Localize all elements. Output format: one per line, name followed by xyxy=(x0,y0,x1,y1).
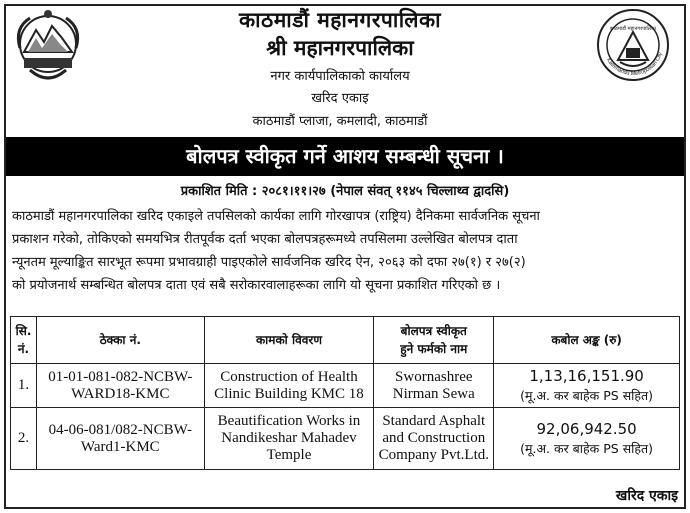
table-row xyxy=(11,364,680,408)
row-description: Construction of Health Clinic Building KMC 18 xyxy=(204,364,374,408)
office-address: काठमाडौं प्लाजा, कमलादी, काठमाडौं xyxy=(252,114,428,129)
col-amount: कबोल अङ्क (रु) xyxy=(494,317,680,364)
row-contract-no: 01-01-081-082-NCBW- WARD18-KMC xyxy=(36,364,204,408)
row-amount: 1,13,16,151.90 (मू.अ. कर बाहेक PS सहित) xyxy=(494,364,680,408)
body-line: न्यूनतम मूल्याङ्कित सारभूत रूपमा प्रभावग्राही पाइएकोले सार्वजनिक खरिद ऐन, २०६३ को दफा २७(१) र २७(२) xyxy=(12,255,526,270)
office-name: नगर कार्यपालिकाको कार्यालय xyxy=(270,69,410,84)
nepal-emblem-logo xyxy=(10,8,86,88)
org-name-script: श्री महानगरपालिका xyxy=(266,35,414,60)
seal-ring-text: Kathmandu Metropolitan City xyxy=(604,51,664,78)
notice-body xyxy=(12,205,676,297)
body-line: काठमाडौं महानगरपालिका खरिद एकाइले तपसिलको कार्यका लागि गोरखापत्र (राष्ट्रिय) दैनिकमा सार्वजनिक सूचना xyxy=(12,209,540,224)
body-line: प्रकाशन गरेको, तोकिएको समयभित्र रीतपूर्वक दर्ता भएका बोलपत्रहरूमध्ये तपसिलमा उल्लेखित बोलपत्र दाता xyxy=(12,232,518,247)
row-bidder: Standard Asphalt and Construction Company Pvt.Ltd. xyxy=(374,408,494,470)
table-header-row xyxy=(11,317,680,364)
row-sn: 2. xyxy=(11,408,37,470)
kmc-seal-logo xyxy=(596,8,670,82)
body-line: को प्रयोजनार्थ सम्बन्धित बोलपत्र दाता एवं सबै सरोकारवालाहरूका लागि यो सूचना प्रकाशित गरिएको छ । xyxy=(12,278,501,293)
table-row xyxy=(11,408,680,470)
row-bidder: Swornashree Nirman Sewa xyxy=(374,364,494,408)
row-amount: 92,06,942.50 (मू.अ. कर बाहेक PS सहित) xyxy=(494,408,680,470)
col-description: कामको विवरण xyxy=(204,317,374,364)
col-sn: सि. नं. xyxy=(11,317,37,364)
row-description: Beautification Works in Nandikeshar Mahadev Temple xyxy=(204,408,374,470)
col-contract-no: ठेक्का नं. xyxy=(36,317,204,364)
notice-title: बोलपत्र स्वीकृत गर्ने आशय सम्बन्धी सूचना । xyxy=(6,137,684,176)
col-bidder: बोलपत्र स्वीकृत हुने फर्मको नाम xyxy=(374,317,494,364)
row-sn: 1. xyxy=(11,364,37,408)
signature-unit: खरिद एकाइ xyxy=(615,488,678,504)
org-name: काठमाडौं महानगरपालिका xyxy=(238,8,442,32)
awards-table xyxy=(10,316,680,470)
unit-name: खरिद एकाइ xyxy=(311,91,369,106)
seal-top-text: काठमाडौं महानगरपालिका xyxy=(609,26,657,32)
row-contract-no: 04-06-081/082-NCBW- Ward1-KMC xyxy=(36,408,204,470)
publish-date: प्रकाशित मिति : २०८१।११।२७ (नेपाल संवत् ११४५ चिल्लाथ्व द्वादसि) xyxy=(180,184,510,199)
